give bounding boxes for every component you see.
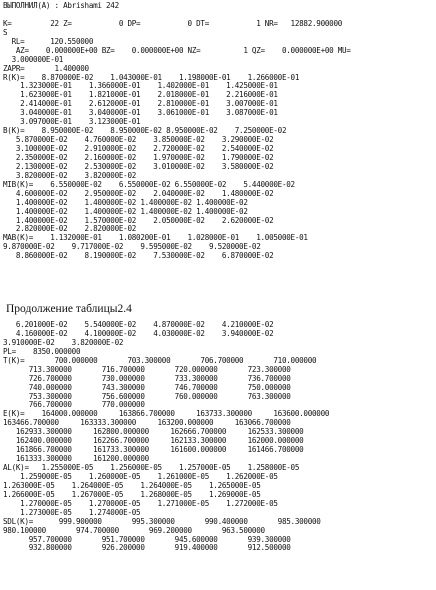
listing-line: 766.700000 770.000000: [3, 400, 145, 410]
listing-line: 162400.000000 162266.700000 162133.300000 162000.000000: [3, 436, 304, 446]
listing-line: ZAPR= 1.400000: [3, 63, 89, 73]
listing-line: 1.623000E-01 1.821000E-01 2.018000E-01 2.216000E-01: [3, 90, 278, 100]
listing-line: 1.323000E-01 1.366000E-01 1.402000E-01 1.425000E-01: [3, 81, 278, 91]
listing-line: 2.130000E-02 2.530000E-02 3.010000E-02 3.580000E-02: [3, 161, 274, 171]
listing-line: 980.100000 974.700000 969.200000 963.500000: [3, 525, 265, 535]
listing-line: 3.040000E-01 3.040000E-01 3.061000E-01 3.087000E-01: [3, 108, 278, 118]
listing-line: 1.273000E-05 1.274000E-05: [3, 507, 141, 517]
listing-line: 162933.300000 162800.000000 162666.700000 162533.300000: [3, 427, 304, 437]
listing-line: 2.820000E-02 2.820000E-02: [3, 224, 137, 234]
table-continuation-caption: Продолжение таблицы2.4: [6, 303, 132, 315]
listing-line: 1.400000E-02 1.400000E-02 1.400000E-02 1.400000E-02: [3, 206, 248, 216]
program-output-listing-part-1: [3, 2, 351, 261]
listing-line: 1.263000E-05 1.264000E-05 1.264000E-05 1.265000E-05: [3, 480, 261, 490]
listing-line: 161333.300000 161200.000000: [3, 454, 149, 464]
listing-line: 932.800000 926.200000 919.400000 912.500000: [3, 543, 291, 553]
listing-line: 3.097000E-01 3.123000E-01: [3, 117, 141, 127]
program-output-listing-part-2: [3, 321, 329, 553]
listing-line: 3.910000E-02 3.820000E-02: [3, 337, 124, 347]
listing-line: B(K)= 8.950000E-02 8.950000E-02 8.950000E-02 7.250000E-02: [3, 126, 287, 136]
listing-line: 4.160000E-02 4.100000E-02 4.030000E-02 3.940000E-02: [3, 328, 274, 338]
listing-line: 1.266000E-05 1.267000E-05 1.268000E-05 1.269000E-05: [3, 489, 261, 499]
listing-line: MIB(K)= 6.550000E-02 6.550000E-02 6.550000E-02 5.440000E-02: [3, 179, 295, 189]
listing-line: AL(K)= 1.255000E-05 1.256000E-05 1.257000E-05 1.258000E-05: [3, 463, 300, 472]
listing-line: K= 22 Z= 0 DP= 0 DT= 1 NR= 12882.900000: [3, 18, 343, 28]
listing-line: 9.870000E-02 9.717000E-02 9.595000E-02 9.520000E-02: [3, 242, 261, 252]
listing-line: 957.700000 951.700000 945.600000 939.300000: [3, 534, 291, 544]
listing-line: 1.270000E-05 1.270000E-05 1.271000E-05 1.272000E-05: [3, 498, 278, 508]
listing-line: 1.259000E-05 1.260000E-05 1.261000E-05 1.262000E-05: [3, 471, 278, 481]
listing-line: 2.414000E-01 2.612000E-01 2.810000E-01 3.007000E-01: [3, 99, 278, 109]
listing-line: 4.600000E-02 2.950000E-02 2.040000E-02 1.480000E-02: [3, 188, 274, 198]
listing-line: RL= 120.550000: [3, 36, 94, 46]
listing-line: 713.300000 716.700000 720.000000 723.300000: [3, 364, 291, 374]
listing-line: 163466.700000 163333.300000 163200.000000 163066.700000: [3, 418, 291, 428]
listing-line: 8.860000E-02 8.190000E-02 7.530000E-02 6.870000E-02: [3, 251, 274, 261]
listing-line: 161866.700000 161733.300000 161600.000000 161466.700000: [3, 445, 304, 455]
listing-line: MAB(K)= 1.132000E-01 1.080200E-01 1.028000E-01 1.005000E-01: [3, 233, 308, 243]
listing-line: 5.870000E-02 4.760000E-02 3.850000E-02 3.290000E-02: [3, 135, 274, 145]
listing-line: 726.700000 730.000000 733.300000 736.700000: [3, 373, 291, 383]
listing-line: AZ= 0.000000E+00 BZ= 0.000000E+00 NZ= 1 QZ= 0.000000E+00 MU=: [3, 45, 351, 55]
listing-line: E(K)= 164000.000000 163866.700000 163733.300000 163600.000000: [3, 409, 330, 419]
listing-line: 3.100000E-02 2.910000E-02 2.720000E-02 2.540000E-02: [3, 144, 274, 153]
listing-line: SDL(K)= 999.900000 995.300000 990.400000 985.300000: [3, 516, 321, 526]
listing-line: ВЫПОЛНИЛ(А) : Abrishami 242: [3, 1, 119, 10]
listing-line: 3.820000E-02 3.820000E-02: [3, 170, 137, 180]
listing-line: 2.350000E-02 2.160000E-02 1.970000E-02 1.790000E-02: [3, 152, 274, 162]
listing-line: R(K)= 8.870000E-02 1.043000E-01 1.198000E-01 1.266000E-01: [3, 72, 300, 82]
listing-line: 1.400000E-02 1.570000E-02 2.050000E-02 2.620000E-02: [3, 215, 274, 225]
listing-line: 740.000000 743.300000 746.700000 750.000000: [3, 382, 291, 392]
listing-line: 1.400000E-02 1.400000E-02 1.400000E-02 1.400000E-02: [3, 197, 248, 207]
listing-line: PL= 8350.000000: [3, 346, 81, 356]
listing-line: 3.000000E-01: [3, 54, 64, 64]
listing-line: 6.201000E-02 5.540000E-02 4.870000E-02 4.210000E-02: [3, 320, 274, 329]
listing-line: S: [3, 27, 8, 37]
listing-line: 753.300000 756.600000 760.000000 763.300000: [3, 391, 291, 401]
listing-line: T(K)= 700.000000 703.300000 706.700000 710.000000: [3, 355, 317, 365]
